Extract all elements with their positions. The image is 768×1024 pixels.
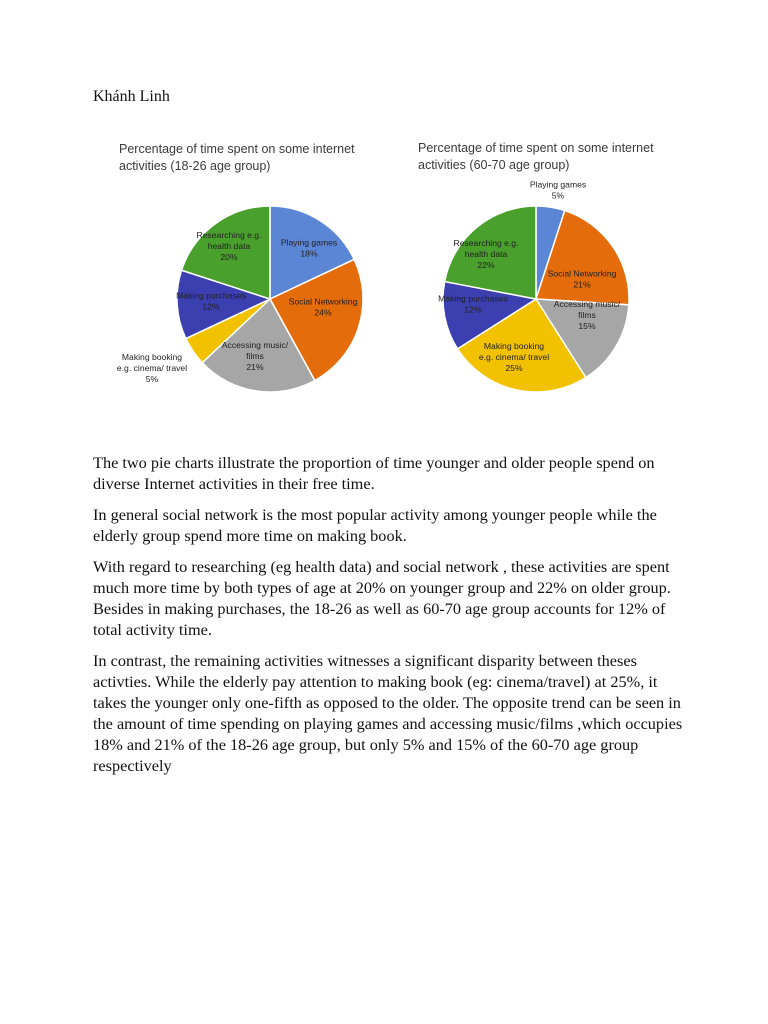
pie-chart-60-70-svg <box>410 132 700 422</box>
slice-label-research: Researching e.g. health data 22% <box>453 238 519 270</box>
paragraph-overview: In general social network is the most popular activity among younger people while the elderly group spend more time on making book. <box>93 505 657 545</box>
slice-label-purchases: Making purchases 12% <box>438 293 508 315</box>
pie-chart-60-70 <box>410 132 700 422</box>
pie-chart-18-26-svg <box>105 132 395 422</box>
chart-title: Percentage of time spent on some internet activities (18-26 age group) <box>119 142 355 173</box>
chart-title: Percentage of time spent on some internet activities (60-70 age group) <box>418 141 654 172</box>
paragraph-differences: In contrast, the remaining activities witnesses a significant disparity between theses activties. While the elderly pay attention to making book (eg: cinema/travel) at 25%, it takes the younger only one-fifth as opposed to the older. The opposite trend can be seen in the amount of time spending on playing games and accessing music/films ,which occupies 18% and 21% of the 18-26 age group, but only 5% and 15% of the 60-70 age group respectively <box>93 651 683 775</box>
essay-body <box>93 452 683 786</box>
paragraph-intro: The two pie charts illustrate the proportion of time younger and older people spend on diverse Internet activities in their free time. <box>93 453 655 493</box>
pie-chart-18-26 <box>105 132 395 422</box>
slice-label-music: Accessing music/ films 21% <box>221 340 289 372</box>
slice-label-social: Social Networking 24% <box>288 296 358 318</box>
slice-label-booking: Making booking e.g. cinema/ travel 5% <box>116 352 188 384</box>
slice-label-research: Researching e.g. health data 20% <box>196 230 262 262</box>
author-name: Khánh Linh <box>93 88 170 105</box>
slice-label-music: Accessing music/ films 15% <box>553 299 621 331</box>
slice-label-playing: Playing games 18% <box>280 237 338 259</box>
slice-label-purchases: Making purchases 12% <box>176 290 246 312</box>
slice-label-social: Social Networking 21% <box>547 268 617 290</box>
paragraph-similarities: With regard to researching (eg health data) and social network , these activities are spent much more time by both types of age at 20% on younger group and 22% on older group. Besides in making purchases, the 18-26 as well as 60-70 age group accounts for 12% of total activity time. <box>93 557 671 639</box>
slice-label-booking: Making booking e.g. cinema/ travel 25% <box>478 341 550 373</box>
slice-label-playing: Playing games 5% <box>529 179 587 201</box>
